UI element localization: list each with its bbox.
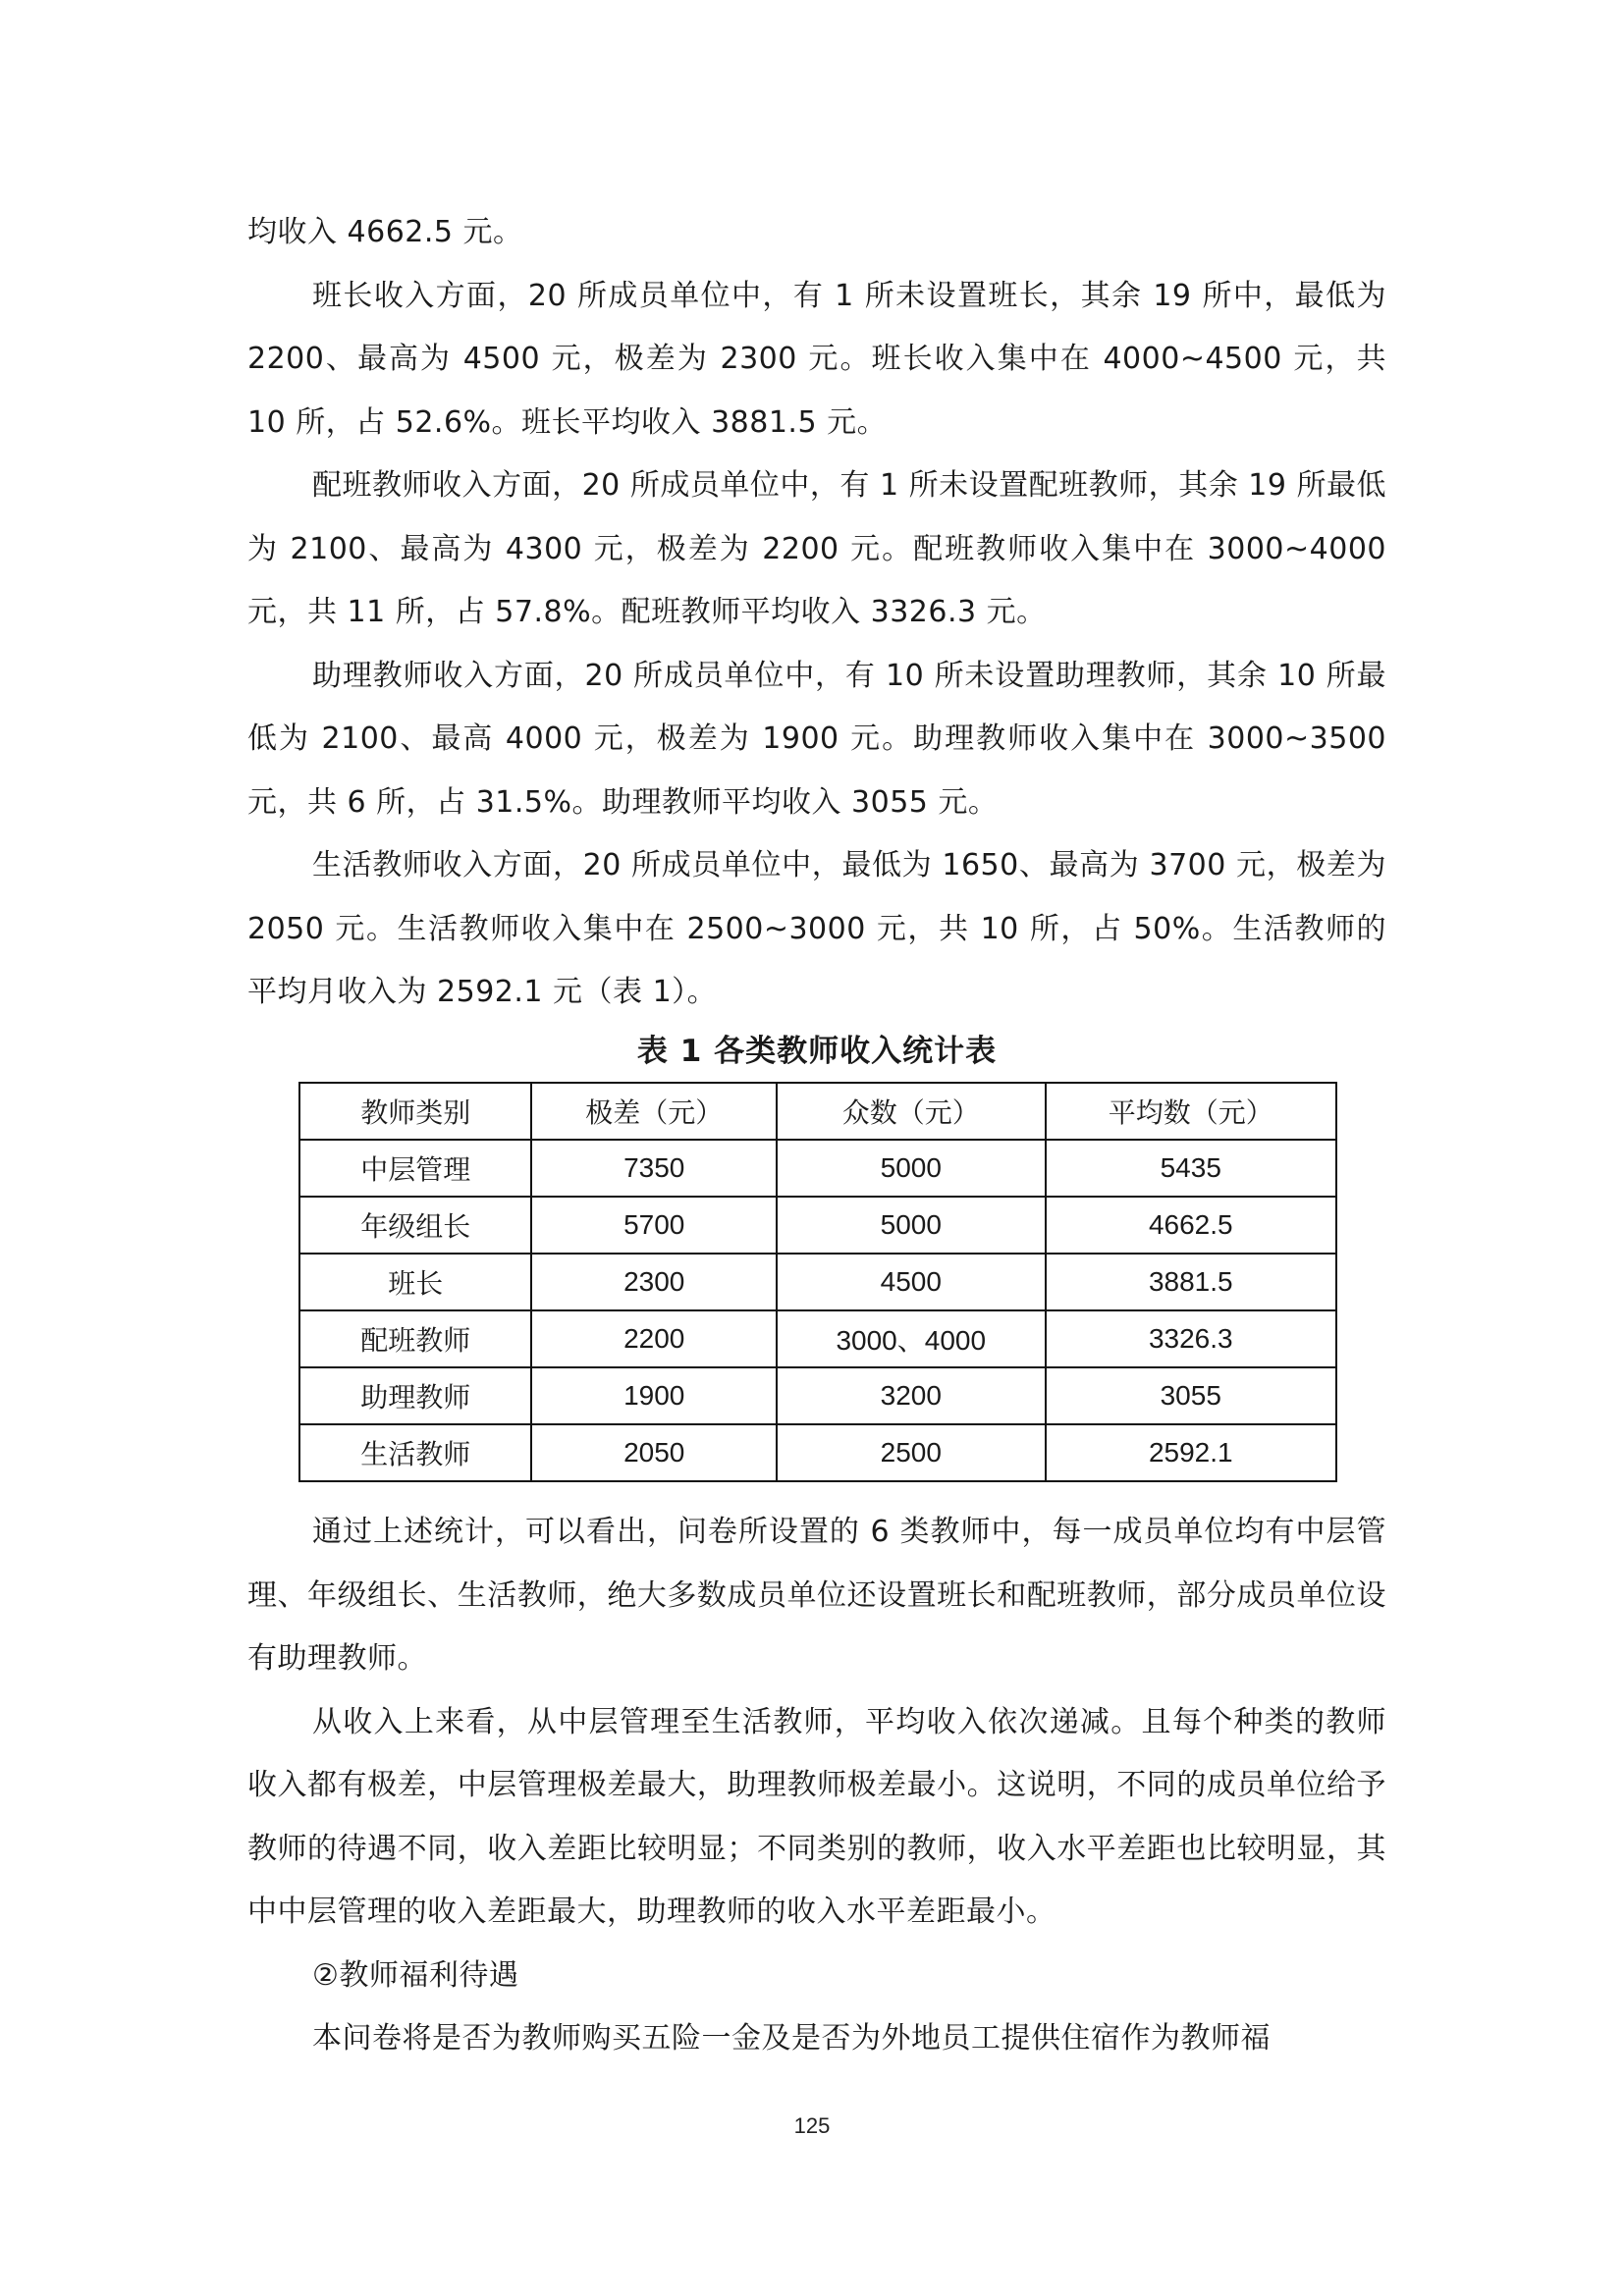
table-cell-mode: 3200	[777, 1367, 1046, 1424]
table-cell-mode: 5000	[777, 1140, 1046, 1197]
table-cell-range: 5700	[531, 1197, 777, 1254]
paragraph: 生活教师收入方面，20 所成员单位中，最低为 1650、最高为 3700 元，极差为 2050 元。生活教师收入集中在 2500~3000 元，共 10 所，占 50%。生活教师的平均月收入为 2592.1 元（表 1）。	[247, 848, 1386, 1009]
table-cell-mean: 4662.5	[1046, 1197, 1336, 1254]
table-cell-category: 配班教师	[299, 1310, 531, 1367]
table-cell-mode: 4500	[777, 1254, 1046, 1310]
table-cell-mode: 2500	[777, 1424, 1046, 1481]
table-header-cell: 教师类别	[299, 1083, 531, 1140]
table-row	[299, 1310, 1336, 1367]
table-cell-category: 年级组长	[299, 1197, 531, 1254]
paragraph: 班长收入方面，20 所成员单位中，有 1 所未设置班长，其余 19 所中，最低为 2200、最高为 4500 元，极差为 2300 元。班长收入集中在 4000~4500 元，共 10 所，占 52.6%。班长平均收入 3881.5 元。	[247, 278, 1386, 440]
paragraph: 从收入上来看，从中层管理至生活教师，平均收入依次递减。且每个种类的教师收入都有极差，中层管理极差最大，助理教师极差最小。这说明，不同的成员单位给予教师的待遇不同，收入差距比较明显；不同类别的教师，收入水平差距也比较明显，其中中层管理的收入差距最大，助理教师的收入水平差距最小。	[247, 1704, 1386, 1929]
table-cell-category: 生活教师	[299, 1424, 531, 1481]
table-cell-mean: 5435	[1046, 1140, 1336, 1197]
table-cell-category: 助理教师	[299, 1367, 531, 1424]
table-cell-range: 7350	[531, 1140, 777, 1197]
paragraph: 通过上述统计，可以看出，问卷所设置的 6 类教师中，每一成员单位均有中层管理、年级组长、生活教师，绝大多数成员单位还设置班长和配班教师，部分成员单位设有助理教师。	[247, 1515, 1386, 1676]
page-number: 125	[793, 2113, 831, 2138]
table-header-cell: 极差（元）	[531, 1083, 777, 1140]
table-header-cell: 众数（元）	[777, 1083, 1046, 1140]
table-cell-range: 2300	[531, 1254, 777, 1310]
table-cell-mode: 3000、4000	[777, 1310, 1046, 1367]
paragraph: 本问卷将是否为教师购买五险一金及是否为外地员工提供住宿作为教师福	[312, 2021, 1271, 2056]
table-cell-category: 班长	[299, 1254, 531, 1310]
table-cell-mean: 3326.3	[1046, 1310, 1336, 1367]
section-heading: ②教师福利待遇	[312, 1957, 519, 1993]
table-title: 表 1 各类教师收入统计表	[636, 1034, 998, 1069]
table-header-row	[299, 1083, 1336, 1140]
body-text-bottom	[247, 1501, 1386, 2071]
table-row	[299, 1367, 1336, 1424]
table-cell-mean: 3881.5	[1046, 1254, 1336, 1310]
table-row	[299, 1424, 1336, 1481]
table-header-cell: 平均数（元）	[1046, 1083, 1336, 1140]
table-cell-category: 中层管理	[299, 1140, 531, 1197]
table-cell-range: 1900	[531, 1367, 777, 1424]
income-stats-table	[298, 1082, 1337, 1482]
paragraph: 助理教师收入方面，20 所成员单位中，有 10 所未设置助理教师，其余 10 所最低为 2100、最高 4000 元，极差为 1900 元。助理教师收入集中在 3000~3500 元，共 6 所，占 31.5%。助理教师平均收入 3055 元。	[247, 658, 1386, 820]
paragraph: 均收入 4662.5 元。	[247, 215, 523, 249]
body-text-top	[247, 201, 1386, 1025]
table-cell-range: 2200	[531, 1310, 777, 1367]
table-row	[299, 1140, 1336, 1197]
paragraph: 配班教师收入方面，20 所成员单位中，有 1 所未设置配班教师，其余 19 所最低为 2100、最高为 4300 元，极差为 2200 元。配班教师收入集中在 3000~4000 元，共 11 所，占 57.8%。配班教师平均收入 3326.3 元。	[247, 468, 1386, 629]
table-cell-mode: 5000	[777, 1197, 1046, 1254]
table-cell-mean: 2592.1	[1046, 1424, 1336, 1481]
table-row	[299, 1197, 1336, 1254]
table-cell-mean: 3055	[1046, 1367, 1336, 1424]
table-row	[299, 1254, 1336, 1310]
table-cell-range: 2050	[531, 1424, 777, 1481]
